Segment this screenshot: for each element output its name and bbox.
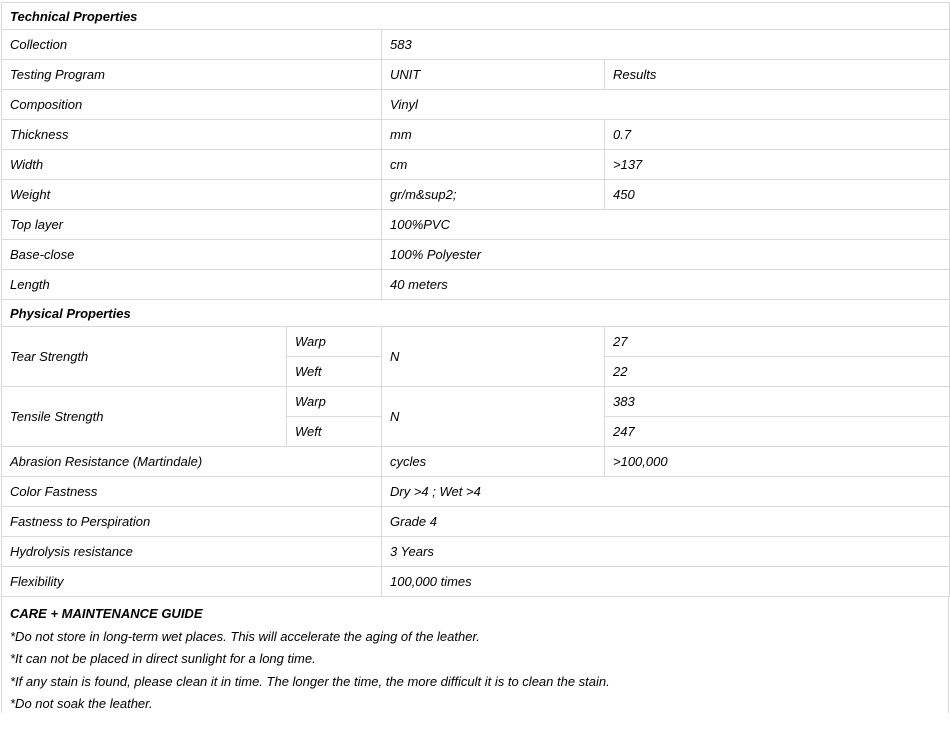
composition-label: Composition bbox=[2, 90, 382, 120]
testing-program-results-header: Results bbox=[605, 60, 950, 90]
width-label: Width bbox=[2, 150, 382, 180]
width-unit: cm bbox=[382, 150, 605, 180]
row-abrasion-resistance bbox=[2, 447, 950, 477]
row-fastness-perspiration bbox=[2, 507, 950, 537]
weight-label: Weight bbox=[2, 180, 382, 210]
abrasion-label: Abrasion Resistance (Martindale) bbox=[2, 447, 382, 477]
row-flexibility bbox=[2, 567, 950, 597]
collection-label: Collection bbox=[2, 30, 382, 60]
row-collection bbox=[2, 30, 950, 60]
weight-unit: gr/m&sup2; bbox=[382, 180, 605, 210]
row-color-fastness bbox=[2, 477, 950, 507]
tensile-strength-warp-label: Warp bbox=[287, 387, 382, 417]
care-note-4: *Do not soak the leather. bbox=[10, 696, 153, 711]
tear-strength-warp-result: 27 bbox=[605, 327, 950, 357]
row-testing-program bbox=[2, 60, 950, 90]
row-hydrolysis-resistance bbox=[2, 537, 950, 567]
section-title-technical: Technical Properties bbox=[2, 3, 950, 30]
perspiration-value: Grade 4 bbox=[382, 507, 950, 537]
flexibility-label: Flexibility bbox=[2, 567, 382, 597]
testing-program-unit-header: UNIT bbox=[382, 60, 605, 90]
row-base-close bbox=[2, 240, 950, 270]
width-result: >137 bbox=[605, 150, 950, 180]
abrasion-result: >100,000 bbox=[605, 447, 950, 477]
color-fastness-value: Dry >4 ; Wet >4 bbox=[382, 477, 950, 507]
tensile-strength-warp-result: 383 bbox=[605, 387, 950, 417]
weight-result: 450 bbox=[605, 180, 950, 210]
row-tear-strength-warp bbox=[2, 327, 950, 357]
tear-strength-weft-result: 22 bbox=[605, 357, 950, 387]
thickness-label: Thickness bbox=[2, 120, 382, 150]
tensile-strength-unit: N bbox=[382, 387, 605, 447]
tear-strength-weft-label: Weft bbox=[287, 357, 382, 387]
row-weight bbox=[2, 180, 950, 210]
row-width bbox=[2, 150, 950, 180]
section-physical-properties bbox=[2, 300, 950, 327]
tear-strength-label: Tear Strength bbox=[2, 327, 287, 387]
row-top-layer bbox=[2, 210, 950, 240]
top-layer-label: Top layer bbox=[2, 210, 382, 240]
collection-value: 583 bbox=[382, 30, 950, 60]
care-maintenance-title: CARE + MAINTENANCE GUIDE bbox=[10, 606, 203, 621]
base-close-label: Base-close bbox=[2, 240, 382, 270]
section-title-physical: Physical Properties bbox=[2, 300, 950, 327]
row-length bbox=[2, 270, 950, 300]
perspiration-label: Fastness to Perspiration bbox=[2, 507, 382, 537]
tear-strength-warp-label: Warp bbox=[287, 327, 382, 357]
tensile-strength-weft-label: Weft bbox=[287, 417, 382, 447]
hydrolysis-label: Hydrolysis resistance bbox=[2, 537, 382, 567]
length-value: 40 meters bbox=[382, 270, 950, 300]
care-note-2: *It can not be placed in direct sunlight for a long time. bbox=[10, 651, 316, 666]
composition-value: Vinyl bbox=[382, 90, 950, 120]
abrasion-unit: cycles bbox=[382, 447, 605, 477]
hydrolysis-value: 3 Years bbox=[382, 537, 950, 567]
technical-properties-table bbox=[1, 2, 950, 597]
row-tensile-strength-warp bbox=[2, 387, 950, 417]
color-fastness-label: Color Fastness bbox=[2, 477, 382, 507]
testing-program-label: Testing Program bbox=[2, 60, 382, 90]
thickness-unit: mm bbox=[382, 120, 605, 150]
tensile-strength-weft-result: 247 bbox=[605, 417, 950, 447]
row-thickness bbox=[2, 120, 950, 150]
section-technical-properties bbox=[2, 3, 950, 30]
row-composition bbox=[2, 90, 950, 120]
thickness-result: 0.7 bbox=[605, 120, 950, 150]
care-maintenance-section bbox=[1, 596, 949, 713]
care-note-1: *Do not store in long-term wet places. This will accelerate the aging of the leather. bbox=[10, 628, 480, 644]
tear-strength-unit: N bbox=[382, 327, 605, 387]
care-note-3: *If any stain is found, please clean it in time. The longer the time, the more difficult it is to clean the stain. bbox=[10, 673, 610, 689]
flexibility-value: 100,000 times bbox=[382, 567, 950, 597]
base-close-value: 100% Polyester bbox=[382, 240, 950, 270]
tensile-strength-label: Tensile Strength bbox=[2, 387, 287, 447]
top-layer-value: 100%PVC bbox=[382, 210, 950, 240]
length-label: Length bbox=[2, 270, 382, 300]
